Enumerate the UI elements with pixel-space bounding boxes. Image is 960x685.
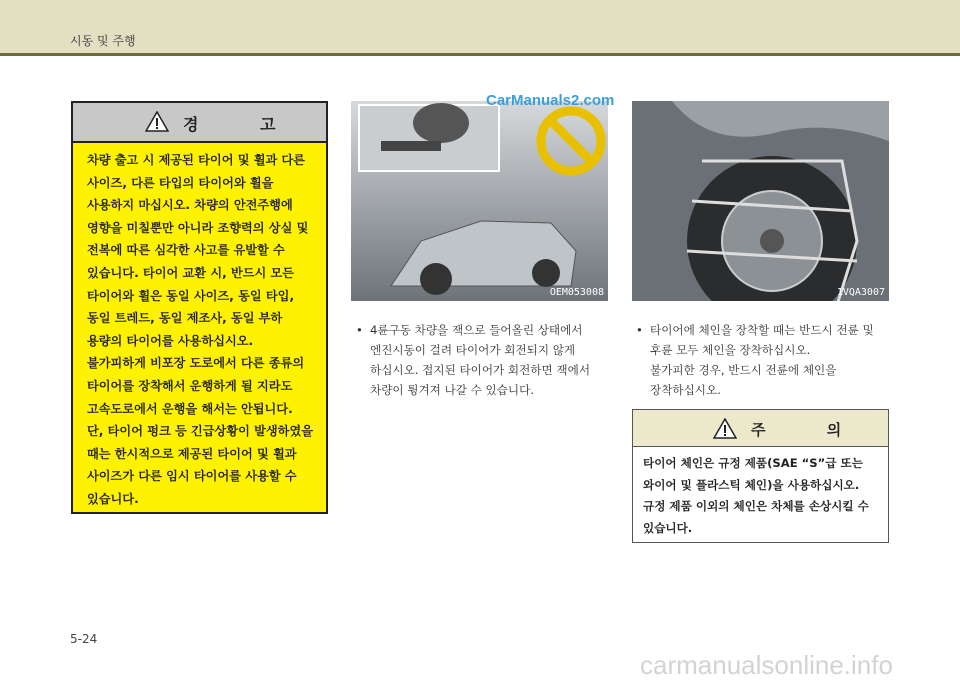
- warning-paragraph-2: 단, 타이어 펑크 등 긴급상황이 발생하였을 때는 한시적으로 제공된 타이어 및 휠과 사이즈가 다른 임시 타이어를 사용할 수 있습니다.: [87, 424, 313, 506]
- bullet-jack-note: • 4륜구동 차량을 잭으로 들어올린 상태에서 엔진시동이 걸려 타이어가 회전되지 않게 하십시오. 접지된 타이어가 회전하면 잭에서 차량이 튕겨져 나갈 수 있습니다.: [370, 320, 610, 400]
- jack-lift-photo: [351, 101, 608, 301]
- section-title: 시동 및 주행: [70, 34, 136, 48]
- tire-chain-illustration: [632, 101, 889, 301]
- tire-chain-photo: [632, 101, 889, 301]
- jack-lift-illustration: [351, 101, 608, 301]
- warning-box: [71, 101, 328, 514]
- caution-triangle-icon: [713, 418, 737, 439]
- header-divider: [0, 53, 960, 56]
- page-number: 5-24: [70, 632, 98, 646]
- page-header: [0, 0, 960, 53]
- warning-paragraph: 차량 출고 시 제공된 타이어 및 휠과 다른 사이즈, 다른 타입의 타이어와 휠을 사용하지 마십시오. 차량의 안전주행에 영향을 미칠뿐만 아니라 조향력의 상실 및 전복에 따른 심각한 사고를 유발할 수 있습니다. 타이어 교환 시, 반드시 모든 타이어와 휠은 동일 사이즈, 동일 타입, 동일 트레드, 동일 제조사, 동일 부하 용량의 타이어를 사용하십시오. 불가피하게 비포장 도로에서 다른 종류의 타이어를 장착해서 운행하게 될 지라도 고속도로에서 운행을 해서는 안됩니다.: [87, 153, 309, 416]
- bullet-dot-icon: •: [636, 323, 643, 337]
- bullet-dot-icon: •: [356, 323, 363, 337]
- photo-code: 1VQA3007: [836, 287, 885, 298]
- warning-text: [73, 143, 326, 511]
- warning-header: [73, 103, 326, 143]
- site-watermark: CarManuals2.com: [486, 92, 615, 109]
- photo-code: OEM053008: [549, 287, 604, 298]
- footer-watermark: carmanualsonline.info: [640, 650, 893, 680]
- caution-header: [633, 410, 888, 447]
- bullet-chain-note: • 타이어에 체인을 장착할 때는 반드시 전륜 및 후륜 모두 체인을 장착하십시오. 불가피한 경우, 반드시 전륜에 체인을 장착하십시오.: [650, 320, 890, 400]
- warning-title: 경 고: [183, 115, 304, 134]
- caution-title: 주 의: [751, 421, 870, 439]
- caution-text: 타이어 체인은 규정 제품(SAE “S”급 또는 와이어 및 플라스틱 체인)을 사용하십시오. 규정 제품 이외의 체인은 차체를 손상시킬 수 있습니다.: [643, 456, 869, 535]
- warning-triangle-icon: [145, 111, 169, 132]
- caution-box: [632, 409, 889, 543]
